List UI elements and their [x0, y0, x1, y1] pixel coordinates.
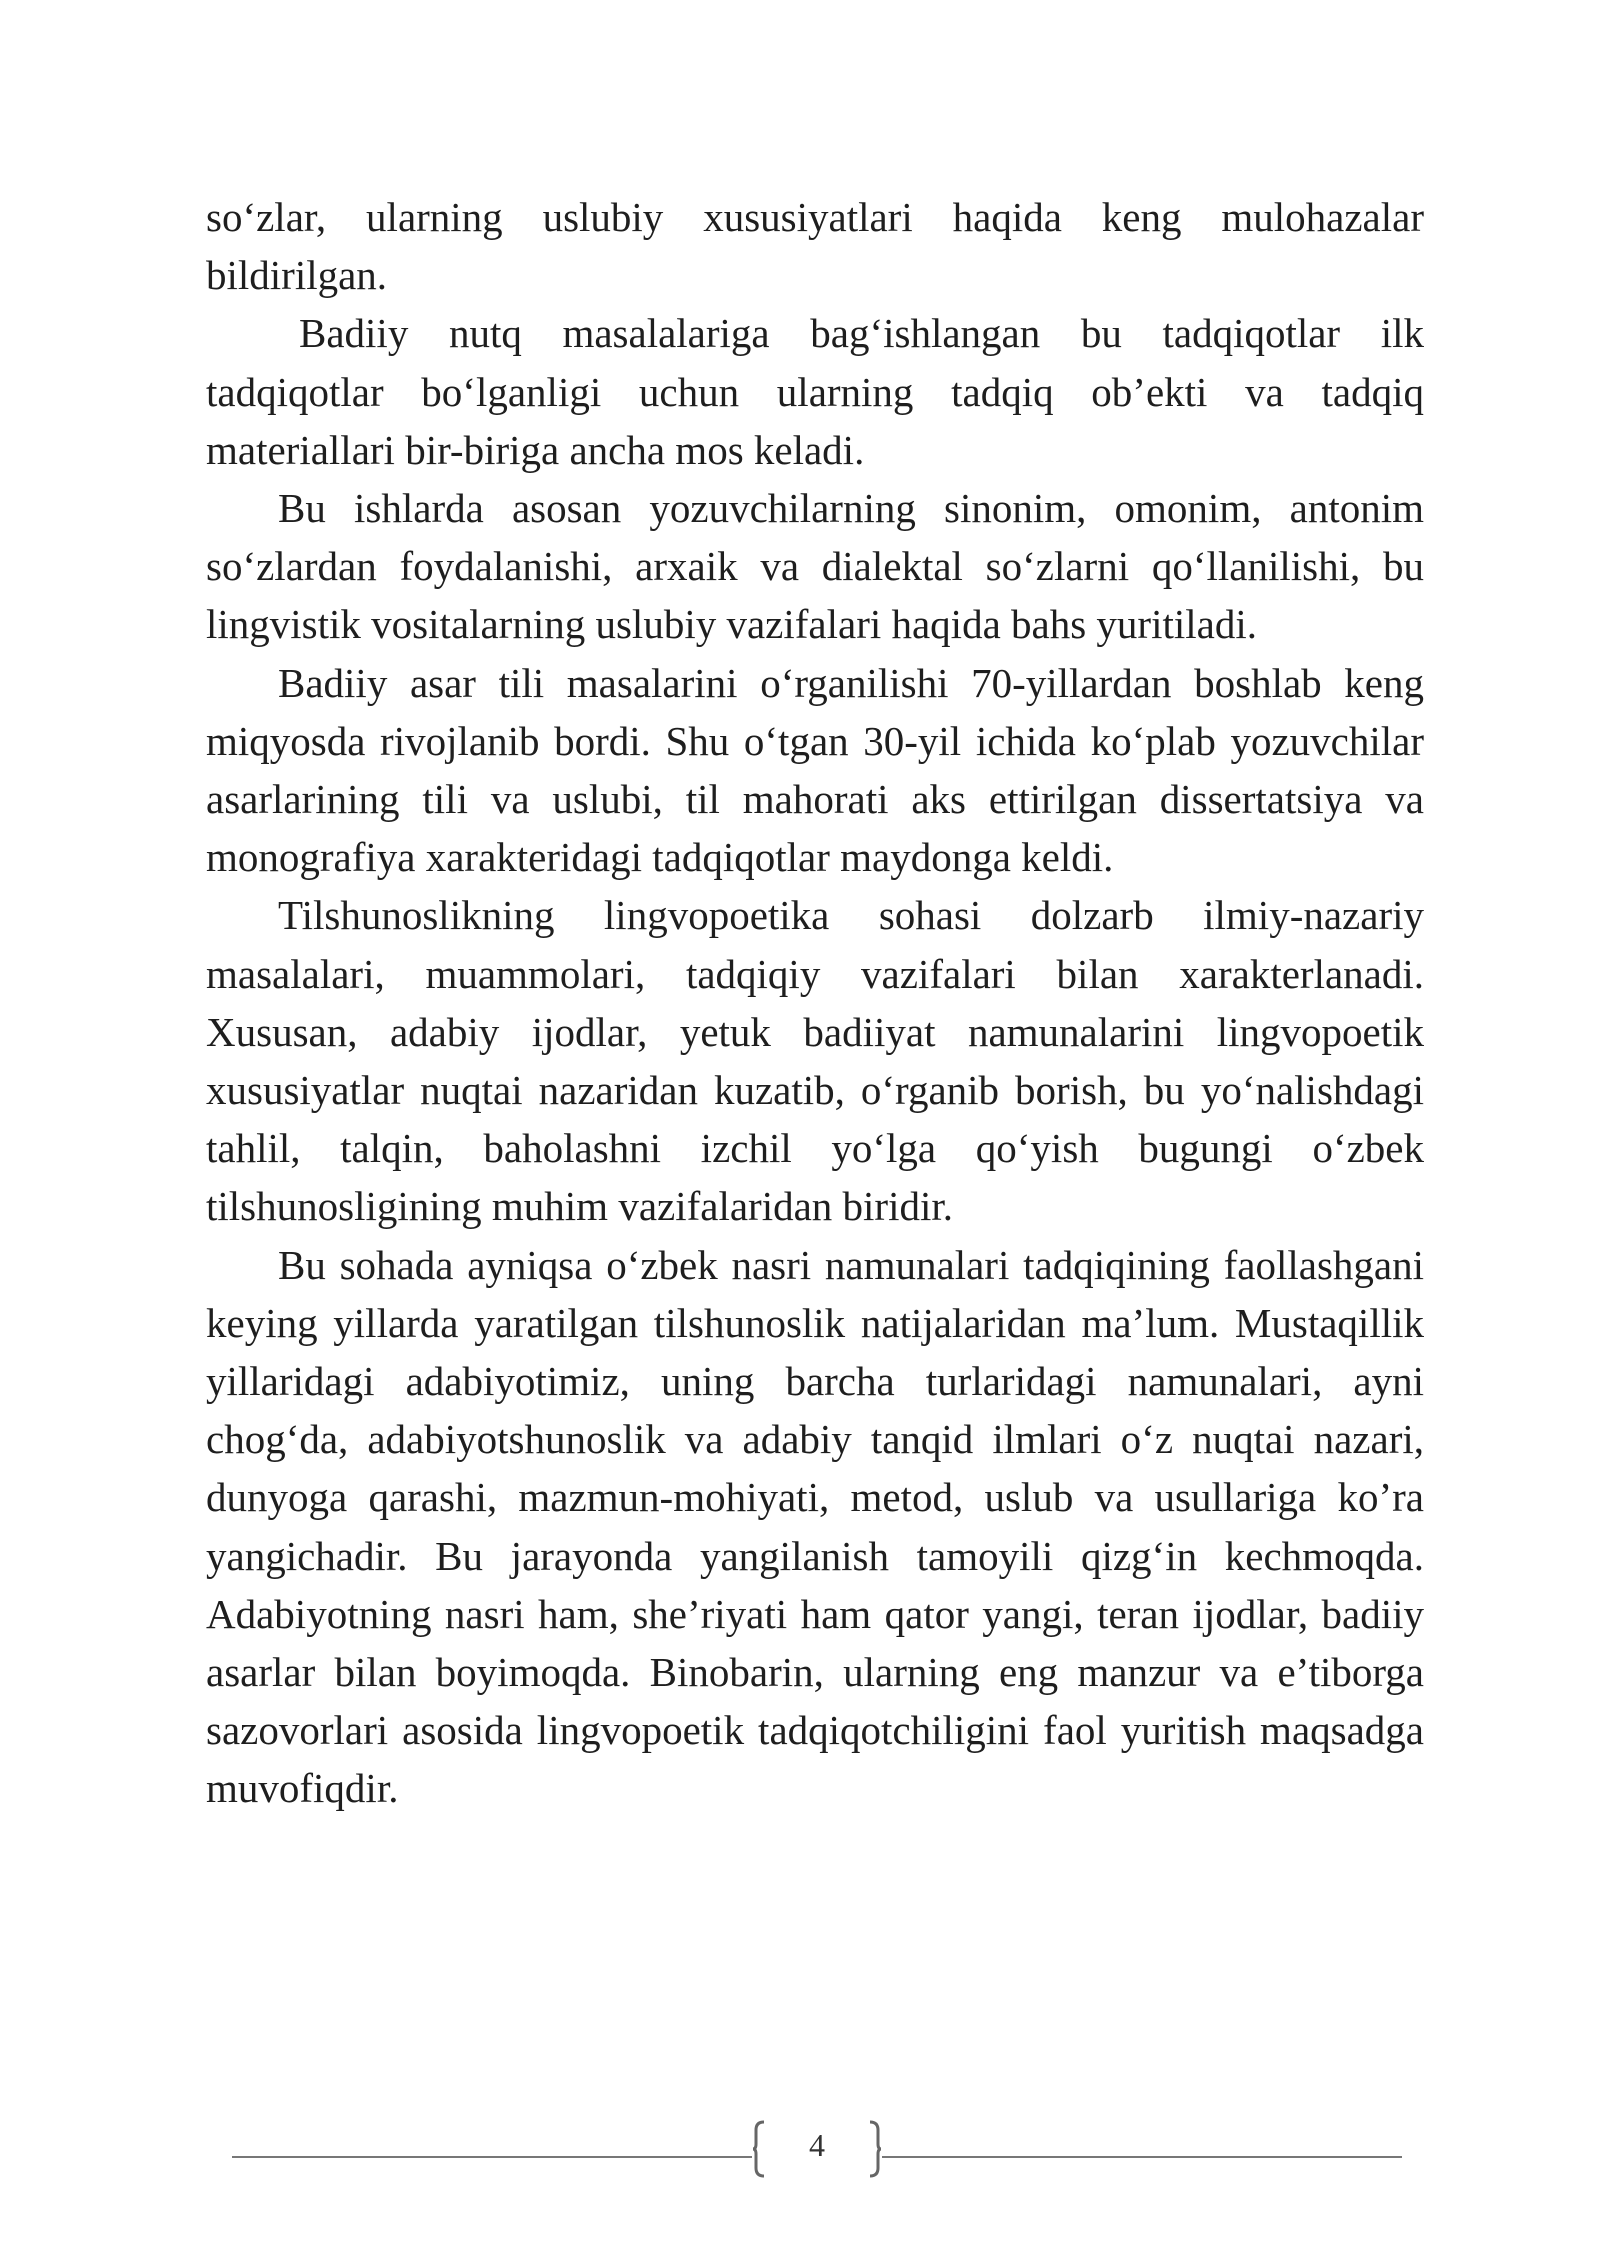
paragraph-2: Badiiy nutq masalalariga bag‘ishlangan bu tadqiqotlar ilk tadqiqotlar bo‘lganligi uchun ularning tadqiq ob’ekti va tadqiq materiallari bir-biriga ancha mos keladi.: [206, 310, 1424, 473]
footer-rule-right: [882, 2156, 1402, 2158]
paragraph-1: so‘zlar, ularning uslubiy xususiyatlari haqida keng mulohazalar bildirilgan.: [206, 194, 1424, 299]
paragraph-5: Tilshunoslikning lingvopoetika sohasi dolzarb ilmiy-nazariy masalalari, muammolari, tadqiqiy vazifalari bilan xarakterlanadi. Xususan, adabiy ijodlar, yetuk badiiyat namunalarini lingvopoetik xususiyatlar nuqtai nazaridan kuzatib, o‘rganib borish, bu yo‘nalishdagi tahlil, talqin, baholashni izchil yo‘lga qo‘yish bugungi o‘zbek tilshunosligining muhim vazifalaridan biridir.: [206, 892, 1424, 1230]
page-footer: [232, 2120, 1402, 2190]
paragraph-4: Badiiy asar tili masalarini o‘rganilishi 70-yillardan boshlab keng miqyosda rivojlanib bordi. Shu o‘tgan 30-yil ichida ko‘plab yozuvchilar asarlarining tili va uslubi, til mahorati aks ettirilgan dissertatsiya va monografiya xarakteridagi tadqiqotlar maydonga keldi.: [206, 659, 1424, 881]
left-bracket-icon: [752, 2120, 766, 2178]
body-text: [206, 188, 1424, 1818]
page-number: 4: [809, 2127, 825, 2163]
paragraph-6: Bu sohada ayniqsa o‘zbek nasri namunalari tadqiqining faollashgani keying yillarda yaratilgan tilshunoslik natijalaridan ma’lum. Mustaqillik yillaridagi adabiyotimiz, uning barcha turlaridagi namunalari, ayni chog‘da, adabiyotshunoslik va adabiy tanqid ilmlari o‘z nuqtai nazari, dunyoga qarashi, mazmun-mohiyati, metod, uslub va usullariga ko’ra yangichadir. Bu jarayonda yangilanish tamoyili qizg‘in kechmoqda. Adabiyotning nasri ham, she’riyati ham qator yangi, teran ijodlar, badiiy asarlar bilan boyimoqda. Binobarin, ularning eng manzur va e’tiborga sazovorlari asosida lingvopoetik tadqiqotchiligini faol yuritish maqsadga muvofiqdir.: [206, 1241, 1424, 1812]
footer-rule-left: [232, 2156, 752, 2158]
paragraph-3: Bu ishlarda asosan yozuvchilarning sinonim, omonim, antonim so‘zlardan foydalanishi, arxaik va dialektal so‘zlarni qo‘llanilishi, bu lingvistik vositalarning uslubiy vazifalari haqida bahs yuritiladi.: [206, 485, 1424, 648]
right-bracket-icon: [868, 2120, 882, 2178]
